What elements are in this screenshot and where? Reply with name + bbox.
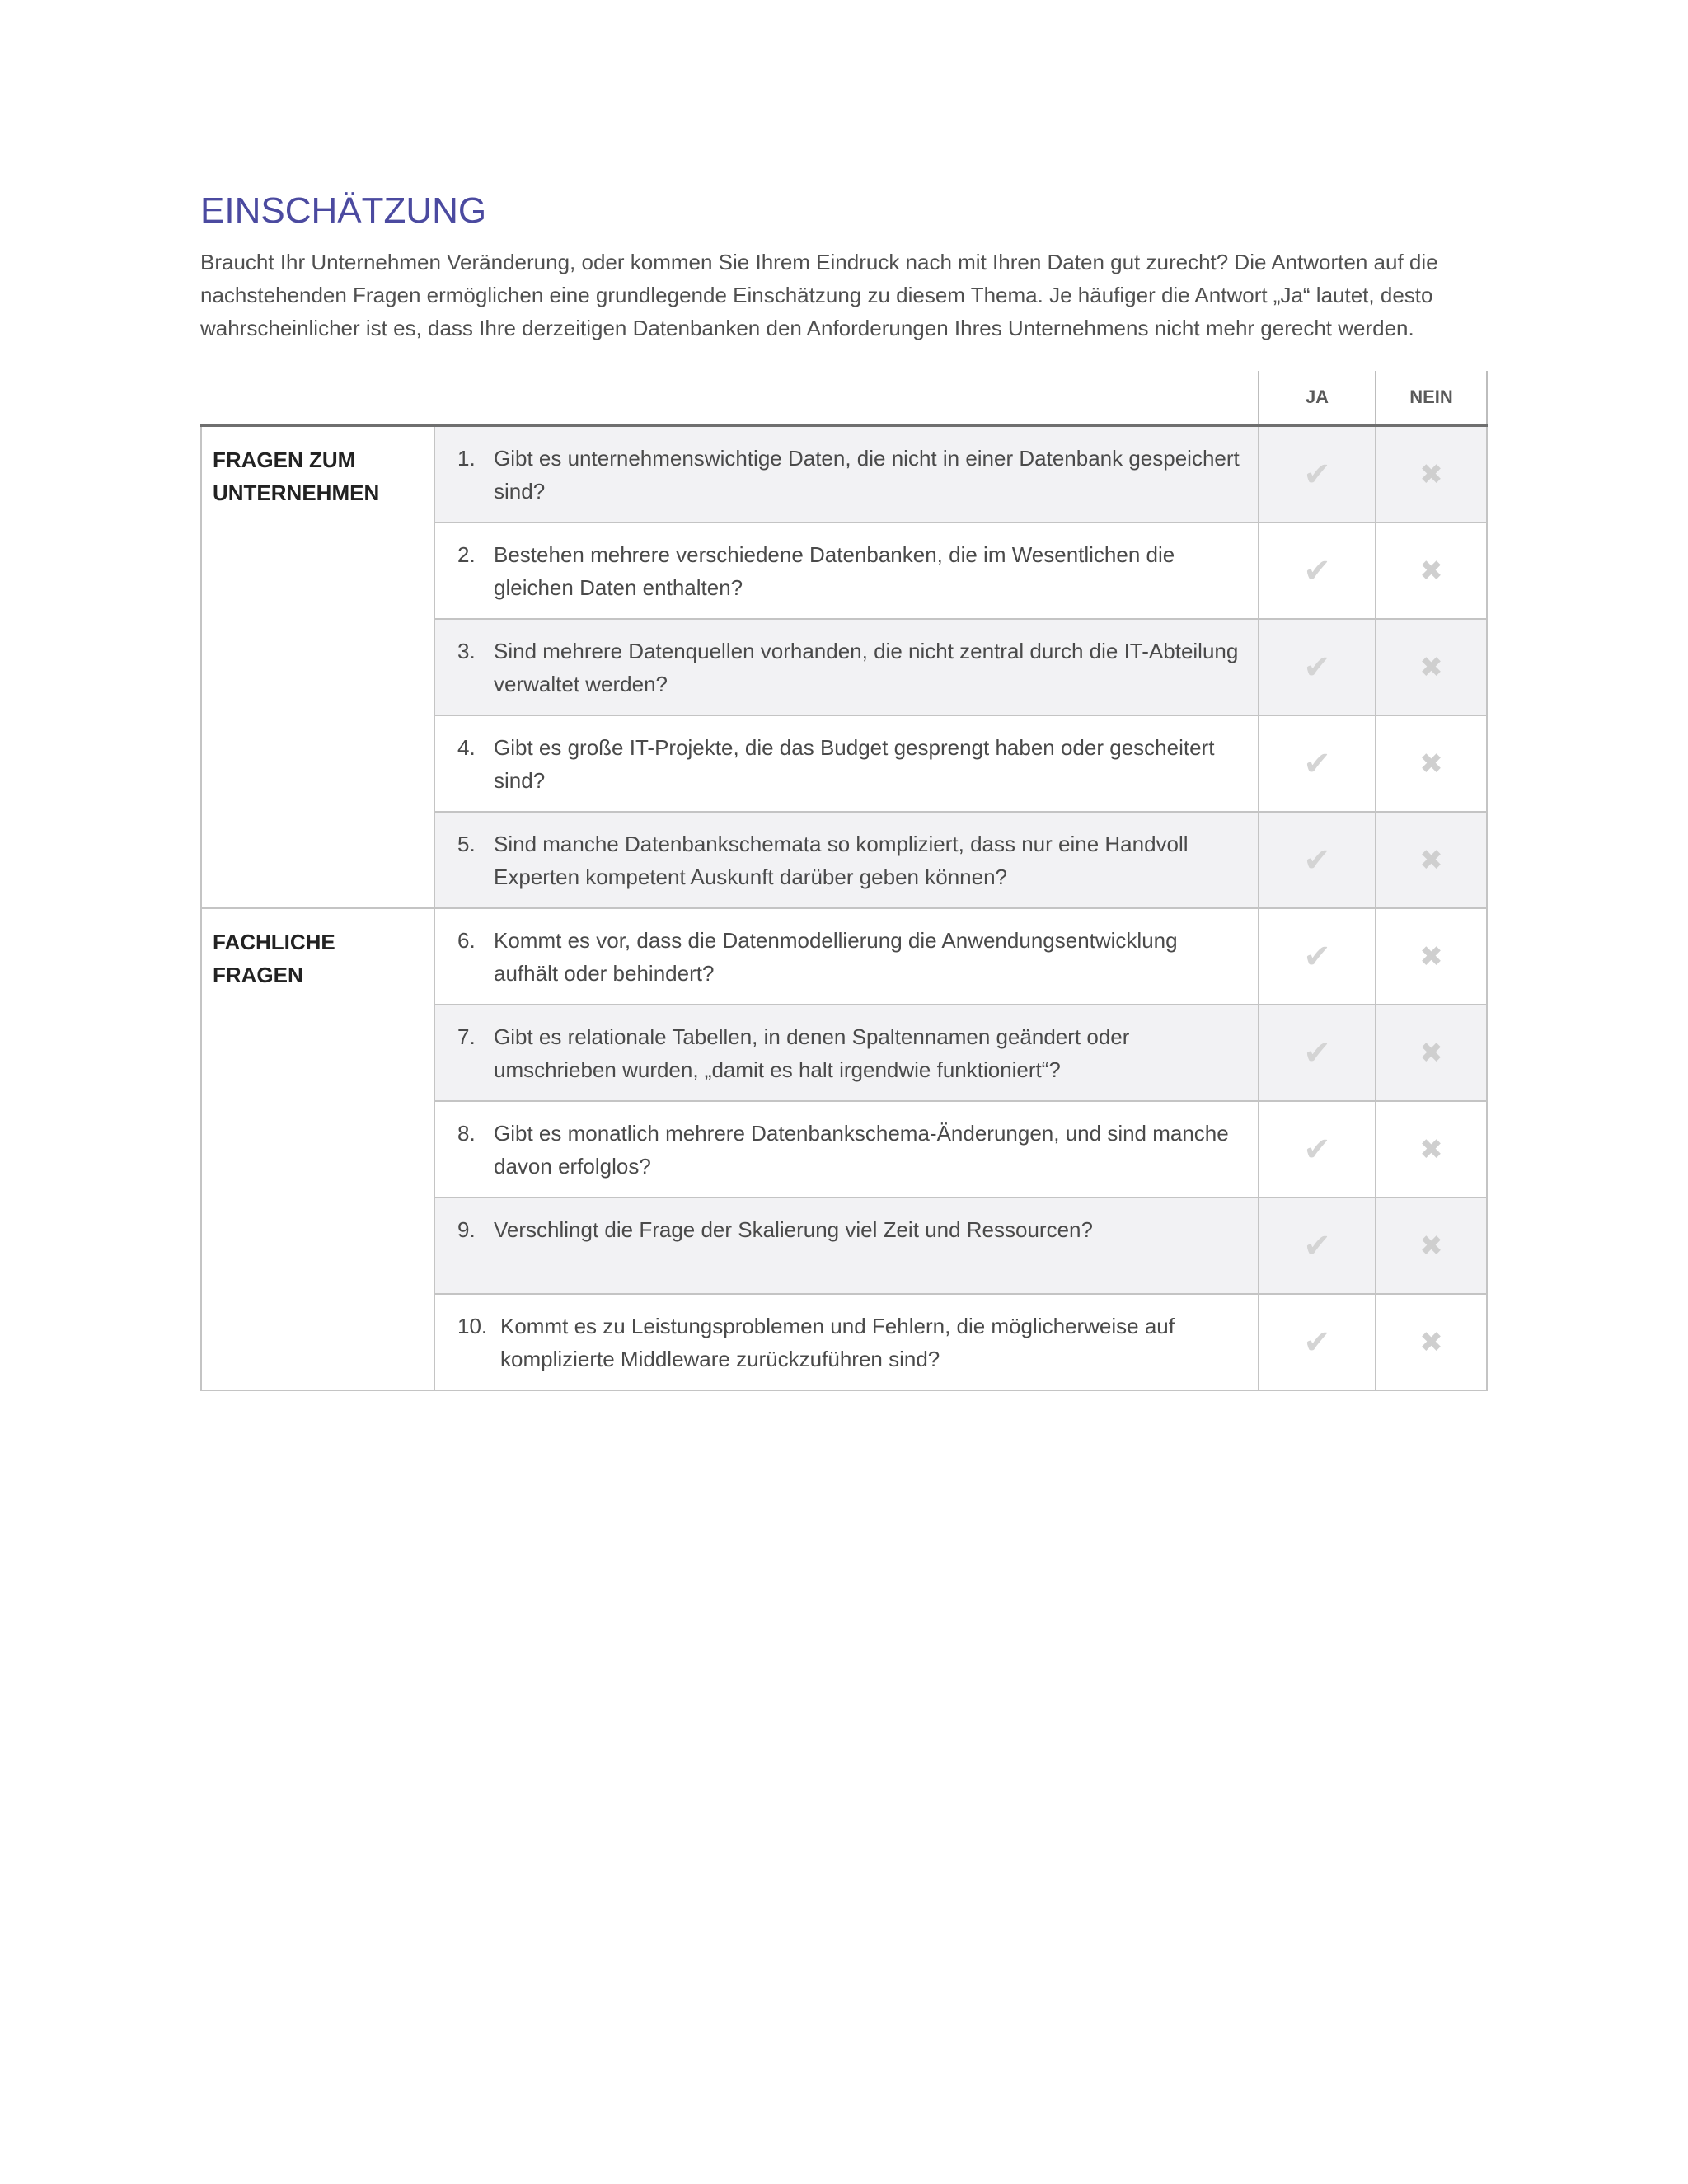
question-number: 3. xyxy=(457,639,476,663)
question-cell xyxy=(434,812,1259,908)
answer-ja-cell[interactable] xyxy=(1259,908,1376,1005)
check-icon[interactable]: ✔ xyxy=(1303,1130,1331,1169)
assessment-page xyxy=(200,188,1486,1371)
question-number: 6. xyxy=(457,928,476,953)
question-cell xyxy=(434,425,1259,523)
cross-icon[interactable]: ✖ xyxy=(1419,940,1443,973)
question-text: Bestehen mehrere verschiedene Datenbanken, die im Wesentlichen die gleichen Daten enthalten? xyxy=(494,542,1175,600)
check-icon[interactable]: ✔ xyxy=(1303,551,1331,590)
answer-ja-cell[interactable] xyxy=(1259,812,1376,908)
answer-nein-cell[interactable] xyxy=(1376,908,1487,1005)
answer-ja-cell[interactable] xyxy=(1259,619,1376,715)
category-label: FACHLICHE FRAGEN xyxy=(201,908,434,1390)
answer-nein-cell[interactable] xyxy=(1376,523,1487,619)
table-header-row xyxy=(201,371,1487,425)
column-header-nein: NEIN xyxy=(1376,371,1487,425)
answer-nein-cell[interactable] xyxy=(1376,1101,1487,1197)
check-icon[interactable]: ✔ xyxy=(1303,455,1331,494)
answer-ja-cell[interactable] xyxy=(1259,523,1376,619)
cross-icon[interactable]: ✖ xyxy=(1419,1325,1443,1359)
answer-ja-cell[interactable] xyxy=(1259,1294,1376,1390)
answer-nein-cell[interactable] xyxy=(1376,1005,1487,1101)
answer-ja-cell[interactable] xyxy=(1259,425,1376,523)
question-text: Sind mehrere Datenquellen vorhanden, die nicht zentral durch die IT-Abteilung verwaltet werden? xyxy=(494,639,1239,696)
column-header-ja: JA xyxy=(1259,371,1376,425)
cross-icon[interactable]: ✖ xyxy=(1419,650,1443,684)
answer-nein-cell[interactable] xyxy=(1376,1197,1487,1294)
question-cell xyxy=(434,523,1259,619)
question-number: 9. xyxy=(457,1217,476,1242)
question-text: Gibt es große IT-Projekte, die das Budget gesprengt haben oder gescheitert sind? xyxy=(494,735,1215,793)
answer-nein-cell[interactable] xyxy=(1376,619,1487,715)
question-number: 5. xyxy=(457,832,476,856)
check-icon[interactable]: ✔ xyxy=(1303,648,1331,687)
question-number: 1. xyxy=(457,446,476,471)
question-number: 8. xyxy=(457,1121,476,1146)
question-cell xyxy=(434,1197,1259,1294)
answer-nein-cell[interactable] xyxy=(1376,425,1487,523)
answer-ja-cell[interactable] xyxy=(1259,715,1376,812)
intro-paragraph: Braucht Ihr Unternehmen Veränderung, oder kommen Sie Ihrem Eindruck nach mit Ihren Daten gut zurecht? Die Antworten auf die nachstehenden Fragen ermöglichen eine grundlegende Einschätzung zu diesem Thema. Je häufiger die Antwort „Ja“ lautet, desto wahrscheinlicher ist es, dass Ihre derzeitigen Datenbanken den Anforderungen Ihres Unternehmens nicht mehr gerecht werden. xyxy=(200,250,1438,340)
cross-icon[interactable]: ✖ xyxy=(1419,747,1443,780)
question-cell xyxy=(434,715,1259,812)
question-text: Kommt es vor, dass die Datenmodellierung die Anwendungsentwicklung aufhält oder behindert? xyxy=(494,928,1178,986)
question-number: 7. xyxy=(457,1024,476,1049)
check-icon[interactable]: ✔ xyxy=(1303,1033,1331,1072)
answer-ja-cell[interactable] xyxy=(1259,1005,1376,1101)
question-row xyxy=(201,425,1487,523)
check-icon[interactable]: ✔ xyxy=(1303,1323,1331,1361)
question-text: Gibt es monatlich mehrere Datenbankschema-Änderungen, und sind manche davon erfolglos? xyxy=(494,1121,1229,1179)
question-number: 10. xyxy=(457,1314,488,1338)
question-cell xyxy=(434,619,1259,715)
check-icon[interactable]: ✔ xyxy=(1303,1226,1331,1265)
answer-ja-cell[interactable] xyxy=(1259,1101,1376,1197)
answer-ja-cell[interactable] xyxy=(1259,1197,1376,1294)
check-icon[interactable]: ✔ xyxy=(1303,937,1331,976)
assessment-table xyxy=(200,371,1488,1391)
question-cell xyxy=(434,1005,1259,1101)
question-text: Gibt es relationale Tabellen, in denen Spaltennamen geändert oder umschrieben wurden, „damit es halt irgendwie funktioniert“? xyxy=(494,1024,1130,1082)
header-empty-question xyxy=(434,371,1259,425)
cross-icon[interactable]: ✖ xyxy=(1419,1036,1443,1070)
question-cell xyxy=(434,908,1259,1005)
header-empty-category xyxy=(201,371,434,425)
category-label: FRAGEN ZUM UNTERNEHMEN xyxy=(201,425,434,908)
cross-icon[interactable]: ✖ xyxy=(1419,1132,1443,1166)
question-number: 2. xyxy=(457,542,476,567)
question-number: 4. xyxy=(457,735,476,760)
answer-nein-cell[interactable] xyxy=(1376,715,1487,812)
assessment-table-body xyxy=(201,425,1487,1390)
page-title: EINSCHÄTZUNG xyxy=(200,190,487,231)
question-text: Sind manche Datenbankschemata so kompliziert, dass nur eine Handvoll Experten kompetent Auskunft darüber geben können? xyxy=(494,832,1189,889)
question-text: Kommt es zu Leistungsproblemen und Fehlern, die möglicherweise auf komplizierte Middleware zurückzuführen sind? xyxy=(500,1314,1175,1371)
question-cell xyxy=(434,1294,1259,1390)
check-icon[interactable]: ✔ xyxy=(1303,841,1331,879)
cross-icon[interactable]: ✖ xyxy=(1419,554,1443,588)
answer-nein-cell[interactable] xyxy=(1376,812,1487,908)
question-row xyxy=(201,908,1487,1005)
question-text: Verschlingt die Frage der Skalierung viel Zeit und Ressourcen? xyxy=(494,1217,1093,1242)
question-text: Gibt es unternehmenswichtige Daten, die nicht in einer Datenbank gespeichert sind? xyxy=(494,446,1240,504)
cross-icon[interactable]: ✖ xyxy=(1419,843,1443,877)
cross-icon[interactable]: ✖ xyxy=(1419,1229,1443,1263)
check-icon[interactable]: ✔ xyxy=(1303,744,1331,783)
answer-nein-cell[interactable] xyxy=(1376,1294,1487,1390)
cross-icon[interactable]: ✖ xyxy=(1419,457,1443,491)
question-cell xyxy=(434,1101,1259,1197)
